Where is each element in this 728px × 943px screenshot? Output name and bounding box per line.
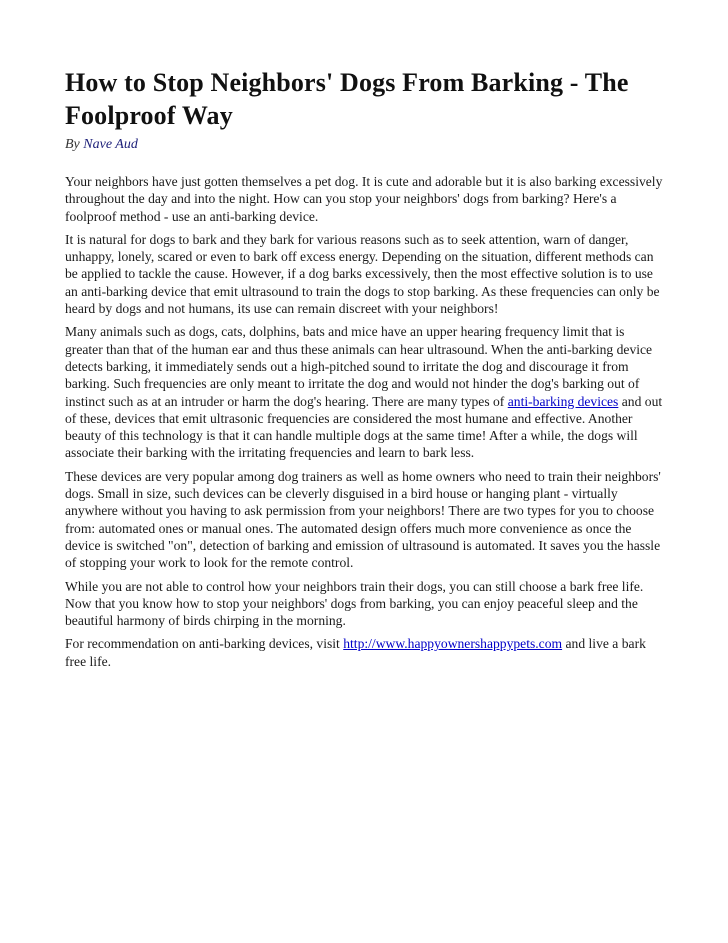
paragraph-2: It is natural for dogs to bark and they bark for various reasons such as to seek attention, warn of danger, unhappy, lonely, scared or even to bark off excess energy. Depending on the situation, different methods can be applied to tackle the cause. However, if a dog barks excessively, then the most effective solution is to use an anti-barking device that emit ultrasound to train the dogs to stop barking. As these frequencies can only be heard by dogs and not humans, its use can remain discreet with your neighbors! bbox=[65, 231, 660, 317]
paragraph-5: While you are not able to control how your neighbors train their dogs, you can still choose a bark free life. Now that you know how to stop your neighbors' dogs from barking, you can enjoy peaceful sleep and the beautiful harmony of birds chirping in the morning. bbox=[65, 578, 644, 629]
anti-barking-devices-link[interactable]: anti-barking devices bbox=[507, 393, 619, 409]
paragraph-6-text-before: For recommendation on anti-barking devices, visit bbox=[65, 636, 344, 652]
byline-prefix: By bbox=[65, 137, 80, 152]
article-body bbox=[65, 173, 665, 670]
author-name: Nave Aud bbox=[83, 137, 138, 152]
paragraph-6 bbox=[65, 635, 665, 670]
paragraph-3-text-before: Many animals such as dogs, cats, dolphins, bats and mice have an upper hearing frequency limit that is greater than that of the human ear and thus these animals can hear ultrasound. When the anti-barking device detects barking, it immediately sends out a high-pitched sound to irritate the dog and discourage it from barking. Such frequencies are only meant to irritate the dog and would not hinder the dog's barking out of instinct such as at an intruder or harm the dog's hearing. There are many types of bbox=[65, 324, 653, 409]
paragraph-6-text-after: and live a bark free life. bbox=[65, 636, 646, 669]
byline bbox=[65, 135, 665, 155]
paragraph-3 bbox=[65, 323, 665, 461]
article bbox=[65, 66, 665, 676]
paragraph-4: These devices are very popular among dog trainers as well as home owners who need to train their neighbors' dogs. Small in size, such devices can be cleverly disguised in a bird house or hanging plant - virtually anywhere without you having to ask permission from your neighbors! There are two types for you to choose from: automated ones or manual ones. The automated design offers much more convenience as once the device is switched "on", detection of barking and emission of ultrasound is automated. It saves you the hassle of stopping your work to look for the remote control. bbox=[65, 468, 661, 571]
paragraph-3-text-after: and out of these, devices that emit ultrasonic frequencies are considered the most humane and effective. Another beauty of this technology is that it can handle multiple dogs at the same time! After a while, the dogs will associate their barking with the irritating frequencies and learn to bark less. bbox=[65, 393, 663, 461]
article-title: How to Stop Neighbors' Dogs From Barking - The Foolproof Way bbox=[65, 68, 629, 130]
paragraph-1: Your neighbors have just gotten themselves a pet dog. It is cute and adorable but it is also barking excessively throughout the day and into the night. How can you stop your neighbors' dogs from barking? Here's a foolproof method - use an anti-barking device. bbox=[65, 174, 663, 224]
website-link[interactable]: http://www.happyownershappypets.com bbox=[343, 636, 563, 652]
